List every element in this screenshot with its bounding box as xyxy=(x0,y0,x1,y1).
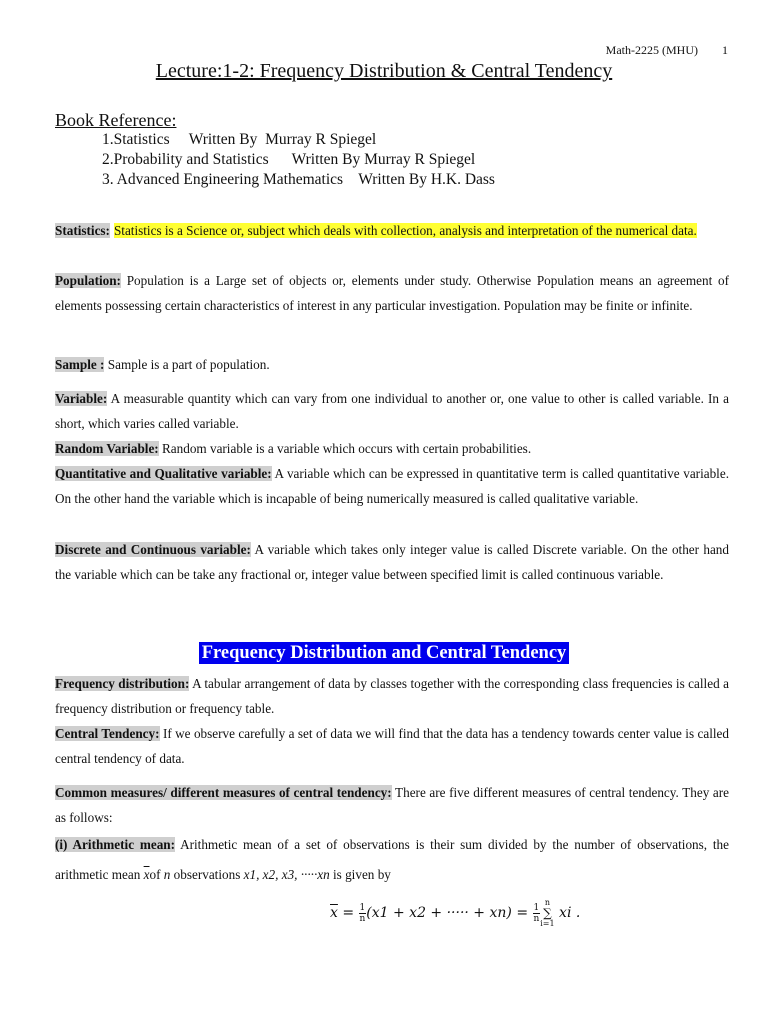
book-reference-item: 2.Probability and Statistics Written By Murray R Spiegel xyxy=(102,151,476,168)
section-banner xyxy=(0,643,768,664)
fraction-denominator: n xyxy=(359,913,366,924)
definition-central-tendency xyxy=(55,721,729,771)
formula-tail: xi . xyxy=(559,905,581,921)
definition-population xyxy=(55,268,729,318)
course-code: Math-2225 (MHU) xyxy=(605,43,698,57)
definition-text: Random variable is a variable which occurs with certain probabilities. xyxy=(158,441,532,456)
definition-text: A tabular arrangement of data by classes together with the corresponding class frequencies is called a frequency distribution or frequency table. xyxy=(55,676,729,716)
definition-term: Sample : xyxy=(55,357,105,372)
definition-random-variable xyxy=(55,436,729,461)
definition-statistics xyxy=(55,222,729,240)
definition-arithmetic-mean xyxy=(55,830,729,890)
formula-body: (x1 + x2 + ····· + xn) = xyxy=(366,905,533,921)
book-reference-list xyxy=(102,130,495,190)
definition-term: Variable: xyxy=(55,391,108,406)
given-by-text: is given by xyxy=(329,867,391,882)
sum-symbol: ∑ xyxy=(543,906,552,920)
definition-term: (i) Arithmetic mean: xyxy=(55,837,176,852)
definition-discrete-continuous xyxy=(55,537,729,587)
n-symbol: n xyxy=(163,867,171,882)
definition-text: Arithmetic mean of a set of observations is their sum divided by the number of observations, the arithmetic mean xyxy=(55,837,729,882)
definition-term: Central Tendency: xyxy=(55,726,160,741)
definition-quantitative-qualitative xyxy=(55,461,729,511)
formula-lhs: $\overline{x}$ xyxy=(330,905,338,921)
definition-term: Frequency distribution: xyxy=(55,676,190,691)
definition-term: Statistics: xyxy=(55,223,110,238)
book-reference-heading: Book Reference: xyxy=(55,110,177,130)
observations-text: observations xyxy=(170,867,244,882)
of-text: of xyxy=(149,867,164,882)
definition-term: Population: xyxy=(55,273,121,288)
section-banner-text: Frequency Distribution and Central Tendency xyxy=(199,642,570,664)
book-reference-item: 1.Statistics Written By Murray R Spiegel xyxy=(102,131,377,148)
fraction-denominator: n xyxy=(533,913,540,924)
sum-lower-limit: i=1 xyxy=(540,919,555,928)
summation-sign xyxy=(540,898,554,928)
definition-text: If we observe carefully a set of data we will find that the data has a tendency towards center value is called central tendency of data. xyxy=(55,726,730,766)
definition-sample xyxy=(55,352,729,377)
page-header xyxy=(606,43,728,58)
formula-fraction-2 xyxy=(533,903,541,924)
definition-text: A variable which can be expressed in quantitative term is called quantitative variable. On the other hand the variable which is incapable of being numerically measured is called qualitative variable. xyxy=(55,466,729,506)
definition-term: Quantitative and Qualitative variable: xyxy=(55,466,272,481)
definition-variable xyxy=(55,386,729,436)
definition-text: There are five different measures of central tendency. They are as follows: xyxy=(55,785,730,825)
formula-equals: = xyxy=(337,905,359,921)
sum-upper-limit: n xyxy=(544,898,550,907)
xbar-symbol: $\overline{x}$ xyxy=(143,867,150,882)
book-reference-item: 3. Advanced Engineering Mathematics Written By H.K. Dass xyxy=(102,171,495,188)
page-number: 1 xyxy=(722,43,728,57)
page-title: Lecture:1-2: Frequency Distribution & Central Tendency xyxy=(155,60,613,82)
definition-text: Statistics is a Science or, subject which deals with collection, analysis and interpretation of the numerical data. xyxy=(113,223,697,238)
fraction-numerator: 1 xyxy=(533,902,540,913)
definition-text: A measurable quantity which can vary from one individual to another or, one value to other is called variable. In a short, which varies called variable. xyxy=(55,391,729,431)
definition-term: Random Variable: xyxy=(55,441,159,456)
definition-common-measures xyxy=(55,780,729,830)
fraction-numerator: 1 xyxy=(359,902,366,913)
definition-term: Common measures/ different measures of central tendency: xyxy=(55,785,392,800)
arithmetic-mean-formula xyxy=(330,898,580,928)
definition-term: Discrete and Continuous variable: xyxy=(55,542,251,557)
definition-text: Sample is a part of population. xyxy=(104,357,270,372)
x-terms: x1, x2, x3, ·····xn xyxy=(243,867,330,882)
definition-frequency-distribution xyxy=(55,671,729,721)
definition-text: A variable which takes only integer value is called Discrete variable. On the other hand the variable which can be take any fractional or, integer value between specified limit is called continuous variable. xyxy=(55,542,729,582)
definition-text: Population is a Large set of objects or, elements under study. Otherwise Population means an agreement of elements possessing certain characteristics of interest in any particular investigation. Population may be finite or infinite. xyxy=(55,273,729,313)
